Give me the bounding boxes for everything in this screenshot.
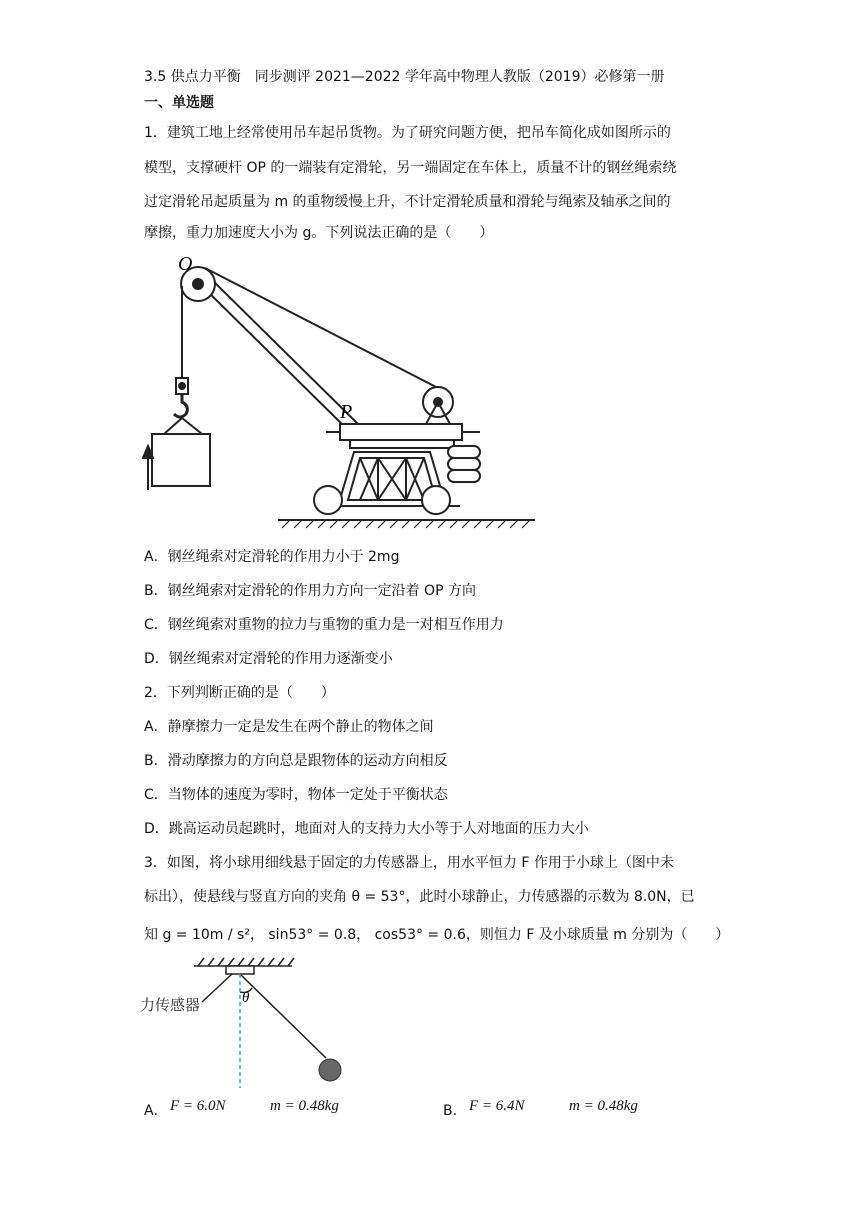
document-title: 3.5 供点力平衡 同步测评 2021—2022 学年高中物理人教版（2019）必修第一册	[144, 69, 665, 85]
q2-option-c: C．当物体的速度为零时，物体一定处于平衡状态	[144, 787, 448, 803]
counterweight	[448, 446, 480, 458]
wheel-left	[314, 486, 342, 514]
q3-stem-line-2: 标出），使悬线与竖直方向的夹角 θ = 53°，此时小球静止，力传感器的示数为 8.0N，已	[144, 889, 695, 905]
label-theta: θ	[242, 990, 250, 1006]
crane-figure	[130, 248, 550, 533]
pendulum-figure	[140, 954, 350, 1094]
force-sensor-block	[226, 966, 254, 974]
q1-option-d: D．钢丝绳索对定滑轮的作用力逐渐变小	[144, 651, 393, 667]
q3-option-b-mass: m = 0.48kg	[569, 1098, 638, 1114]
load-box	[152, 434, 210, 486]
q2-option-b: B．滑动摩擦力的方向总是跟物体的运动方向相反	[144, 753, 448, 769]
q3-stem-line-1: 3．如图，将小球用细线悬于固定的力传感器上，用水平恒力 F 作用于小球上（图中未	[144, 855, 674, 871]
q1-option-c: C．钢丝绳索对重物的拉力与重物的重力是一对相互作用力	[144, 617, 504, 633]
q2-option-a: A．静摩擦力一定是发生在两个静止的物体之间	[144, 719, 434, 735]
label-sensor: 力传感器	[140, 996, 201, 1014]
q3-option-a-letter: A．	[144, 1103, 168, 1119]
q1-option-a: A．钢丝绳索对定滑轮的作用力小于 2mg	[144, 549, 400, 565]
label-P: P	[340, 401, 353, 423]
q1-option-b: B．钢丝绳索对定滑轮的作用力方向一定沿着 OP 方向	[144, 583, 476, 599]
section-heading: 一、单选题	[144, 95, 214, 111]
q3-option-a-force: F = 6.0N	[170, 1098, 226, 1114]
q3-option-b-force: F = 6.4N	[469, 1098, 525, 1114]
q3-option-b-letter: B．	[443, 1103, 467, 1119]
ball	[319, 1059, 341, 1081]
q3-stem-line-3: 知 g = 10m / s²， sin53° = 0.8， cos53° = 0.6，则恒力 F 及小球质量 m 分别为（ ）	[144, 927, 730, 943]
label-O: O	[178, 253, 193, 275]
q3-option-a-mass: m = 0.48kg	[270, 1098, 339, 1114]
q2-option-d: D．跳高运动员起跳时，地面对人的支持力大小等于人对地面的压力大小	[144, 821, 589, 837]
q1-stem-line-3: 过定滑轮吊起质量为 m 的重物缓慢上升，不计定滑轮质量和滑轮与绳索及轴承之间的	[144, 194, 671, 210]
q2-stem: 2．下列判断正确的是（ ）	[144, 685, 335, 701]
q1-stem-line-1: 1．建筑工地上经常使用吊车起吊货物。为了研究问题方便，把吊车简化成如图所示的	[144, 125, 671, 141]
wheel-right	[422, 486, 450, 514]
platform-deck	[340, 424, 462, 440]
q1-stem-line-2: 模型，支撑硬杆 OP 的一端装有定滑轮，另一端固定在车体上，质量不计的钢丝绳索绕	[144, 160, 677, 176]
q1-stem-line-4: 摩擦，重力加速度大小为 g。下列说法正确的是（ ）	[144, 225, 494, 241]
